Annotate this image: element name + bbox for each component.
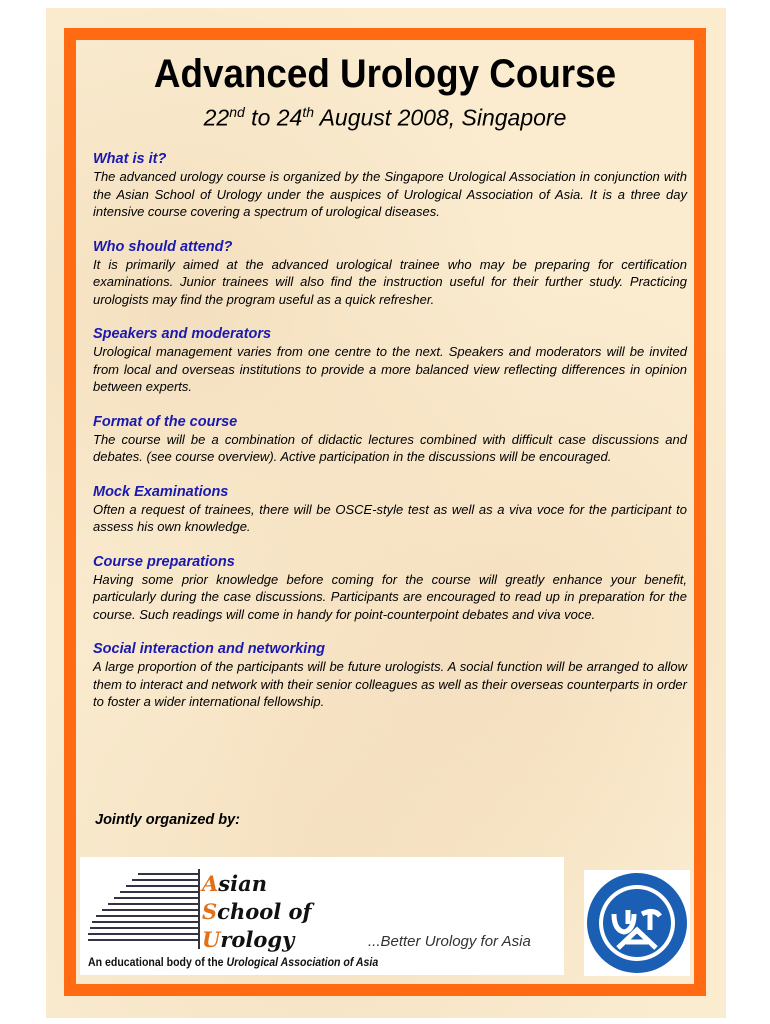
section-heading: Mock Examinations bbox=[93, 483, 229, 500]
subtitle-sup-1: nd bbox=[229, 104, 245, 120]
course-description bbox=[93, 150, 687, 728]
logo-educational-body-line: An educational body of the Urological Association of Asia bbox=[88, 955, 379, 969]
section-heading: Course preparations bbox=[93, 553, 235, 570]
asian-school-of-urology-logo bbox=[80, 857, 564, 975]
section-heading: What is it? bbox=[93, 151, 167, 167]
subtitle-rest: August 2008, Singapore bbox=[314, 104, 567, 131]
section-heading: Social interaction and networking bbox=[93, 641, 326, 657]
section-body: It is primarily aimed at the advanced urological trainee who may be preparing for certification examinations. Junior trainees will also find the instruction useful for their further study. Practicing urologists may find the program useful as a quick refresher. bbox=[93, 256, 687, 307]
section-body: The advanced urology course is organized by the Singapore Urological Association in conjunction with the Asian School of Urology under the auspices of Urological Association of Asia. It is a three day intensive course covering a spectrum of urological diseases. bbox=[93, 169, 687, 219]
logo-word-school: School of bbox=[202, 899, 312, 924]
page-title: Advanced Urology Course bbox=[153, 52, 617, 96]
section-body: Often a request of trainees, there will be OSCE-style test as well as a viva voce for the participant to assess his own knowledge. bbox=[93, 501, 687, 534]
section-speakers bbox=[93, 325, 687, 396]
uaa-seal-logo bbox=[584, 870, 690, 976]
section-mock-exams bbox=[93, 483, 687, 536]
section-preparations bbox=[93, 553, 687, 624]
section-social bbox=[93, 640, 687, 711]
section-body: Having some prior knowledge before coming for the course will greatly enhance your benefit, particularly during the case discussions. Participants are encouraged to read up in preparation for the course. Such readings will come in handy for point-counterpoint debates and viva voce. bbox=[93, 571, 687, 622]
subtitle-to: to 24 bbox=[244, 104, 303, 131]
section-body: A large proportion of the participants will be future urologists. A social function will be arranged to allow them to interact and network with their senior colleagues as well as their overseas counterparts in order to foster a wider international fellowship. bbox=[93, 659, 687, 709]
logo-word-asian: Asian bbox=[202, 871, 267, 896]
section-heading: Who should attend? bbox=[93, 238, 233, 255]
section-what-is-it bbox=[93, 150, 687, 221]
section-heading: Format of the course bbox=[93, 413, 238, 430]
date-location-subtitle bbox=[0, 104, 770, 132]
logo-tagline: ...Better Urology for Asia bbox=[368, 933, 531, 950]
logo-stripes bbox=[88, 869, 198, 949]
logo-word-urology: Urology bbox=[202, 927, 295, 952]
section-who-should-attend bbox=[93, 238, 687, 309]
section-body: The course will be a combination of didactic lectures combined with difficult case discussions and debates. (see course overview). Active participation in the discussions will be encouraged. bbox=[93, 431, 687, 464]
section-body: Urological management varies from one centre to the next. Speakers and moderators will be invited from local and overseas institutions to provide a more balanced view reflecting differences in opinion between experts. bbox=[93, 344, 687, 394]
jointly-organized-label: Jointly organized by: bbox=[95, 812, 241, 828]
uaa-seal-icon bbox=[584, 870, 690, 976]
subtitle-sup-2: th bbox=[302, 104, 315, 120]
section-heading: Speakers and moderators bbox=[93, 326, 272, 342]
subtitle-start-day: 22 bbox=[203, 104, 230, 131]
section-format bbox=[93, 413, 687, 466]
